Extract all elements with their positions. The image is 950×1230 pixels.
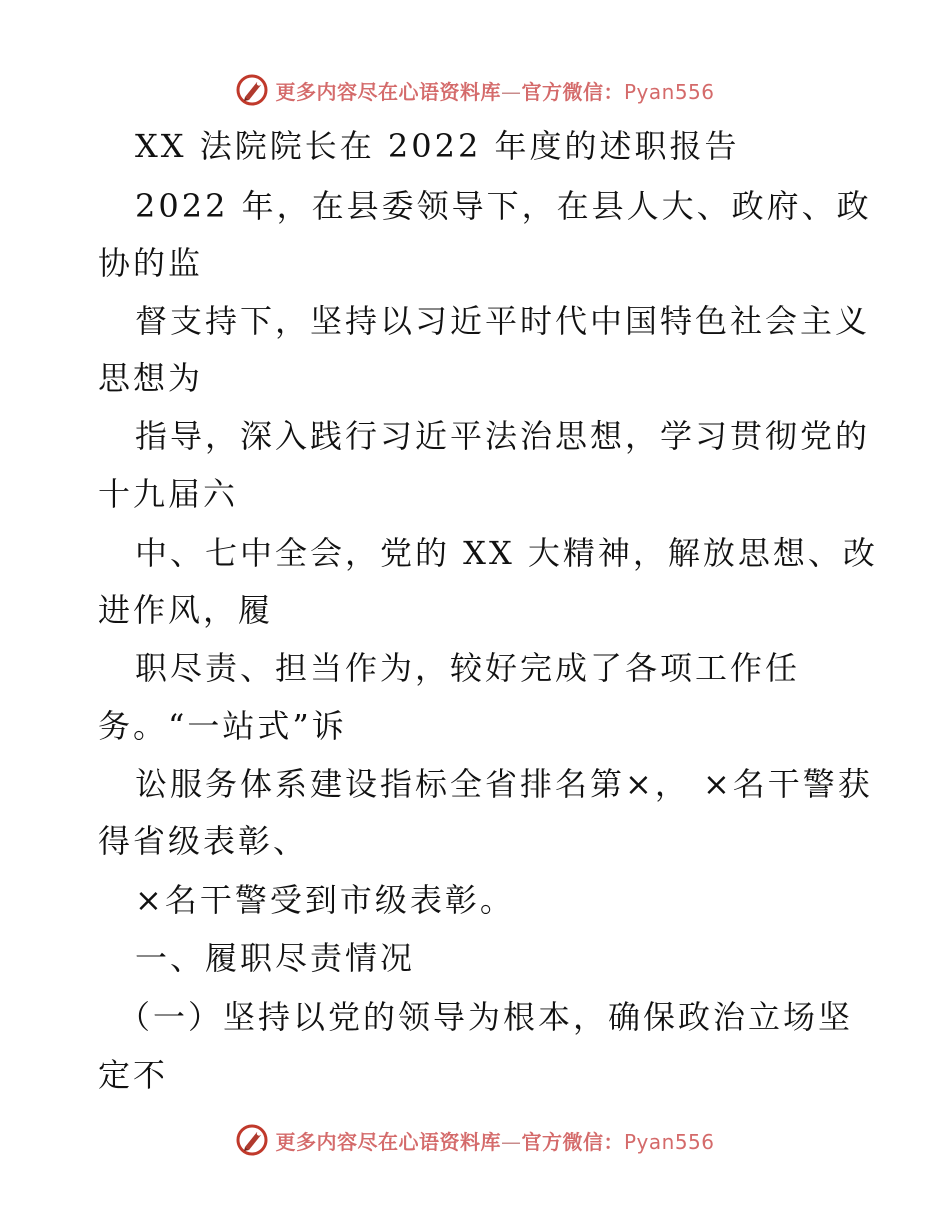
watermark-separator: — <box>500 79 522 104</box>
paragraph-line: 职尽责、担当作为，较好完成了各项工作任 <box>135 649 801 687</box>
paragraph-line: 2022 年，在县委领导下，在县人大、政府、政 <box>135 187 872 225</box>
paragraph-line: 得省级表彰、 <box>98 822 309 860</box>
watermark-separator: — <box>500 1129 522 1154</box>
paragraph-line: 中、七中全会，党的 XX 大精神，解放思想、改 <box>135 534 878 572</box>
document-title: XX 法院院长在 2022 年度的述职报告 <box>135 127 740 165</box>
watermark-wechat-id: Pyan556 <box>623 79 715 104</box>
paragraph-line: 定不 <box>98 1056 169 1094</box>
paragraph-line: 十九届六 <box>98 475 239 513</box>
watermark-wechat-id: Pyan556 <box>623 1129 715 1154</box>
section-heading: 一、履职尽责情况 <box>135 939 416 977</box>
paragraph-line: ×名干警受到市级表彰。 <box>135 881 515 919</box>
pen-logo-icon <box>235 1123 269 1157</box>
paragraph-line: 讼服务体系建设指标全省排名第×， ×名干警获 <box>135 765 873 803</box>
footer-watermark <box>0 1120 950 1160</box>
paragraph-line: 指导，深入践行习近平法治思想，学习贯彻党的 <box>135 417 871 455</box>
watermark-main-text: 更多内容尽在心语资料库 <box>275 79 501 104</box>
watermark-main-text: 更多内容尽在心语资料库 <box>275 1129 501 1154</box>
subsection-heading: （一）坚持以党的领导为根本，确保政治立场坚 <box>118 998 854 1036</box>
paragraph-line: 协的监 <box>98 244 204 282</box>
paragraph-line: 进作风，履 <box>98 591 274 629</box>
watermark-text <box>275 1126 714 1155</box>
paragraph-line: 督支持下，坚持以习近平时代中国特色社会主义 <box>135 302 871 340</box>
watermark-wechat-label: 官方微信： <box>521 79 624 104</box>
paragraph-line: 务。“一站式”诉 <box>98 707 347 745</box>
watermark-group <box>235 1123 714 1157</box>
paragraph-line: 思想为 <box>98 359 204 397</box>
watermark-wechat-label: 官方微信： <box>521 1129 624 1154</box>
